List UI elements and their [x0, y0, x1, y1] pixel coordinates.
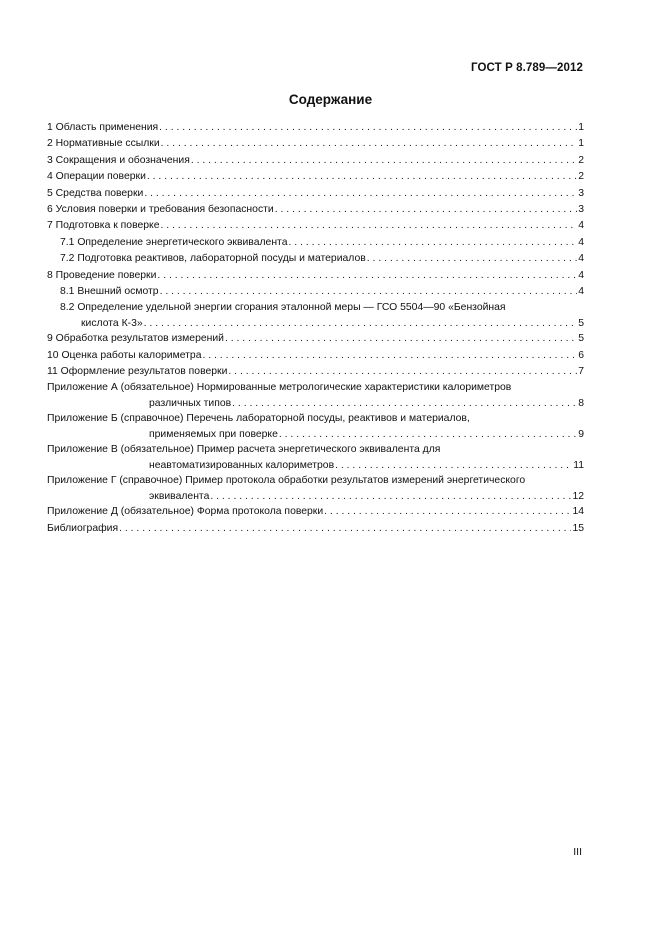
- toc-page: 6: [578, 349, 584, 361]
- toc-entry: [47, 521, 584, 537]
- leader-dots: [275, 202, 578, 218]
- toc-label: 1 Область применения: [47, 122, 159, 133]
- toc-label: 7.2 Подготовка реактивов, лабораторной посуды и материалов: [60, 253, 366, 265]
- page-number: III: [573, 846, 582, 858]
- toc-label-line1: Приложение В (обязательное) Пример расчета энергетического эквивалента для: [47, 444, 441, 456]
- toc-page: 14: [572, 506, 584, 518]
- table-of-contents: [47, 120, 584, 537]
- toc-page: 5: [578, 317, 584, 329]
- toc-entry: [47, 120, 584, 136]
- leader-dots: [232, 396, 577, 412]
- toc-label: 4 Операции поверки: [47, 171, 146, 183]
- toc-page: 12: [572, 490, 584, 502]
- toc-page: 4: [578, 253, 584, 265]
- page-title: Содержание: [288, 92, 373, 107]
- toc-entry: [47, 202, 584, 218]
- toc-subentry: [47, 251, 584, 267]
- toc-page: 3: [578, 187, 584, 199]
- toc-label-line2: различных типов: [149, 397, 232, 409]
- toc-subentry: [47, 235, 584, 251]
- toc-label-line1: Приложение Г (справочное) Пример протокола обработки результатов измерений энергетического: [47, 475, 526, 487]
- leader-dots: [147, 169, 577, 185]
- leader-dots: [160, 284, 578, 300]
- leader-dots: [367, 251, 577, 267]
- toc-page: 3: [578, 203, 584, 215]
- toc-label-line2: кислота К-3»: [81, 317, 143, 329]
- toc-label: 6 Условия поверки и требования безопасности: [47, 203, 274, 215]
- toc-entry: [47, 268, 584, 284]
- toc-label: 8.1 Внешний осмотр: [60, 285, 159, 297]
- toc-subentry: [47, 284, 584, 300]
- toc-label-line2: эквивалента: [149, 490, 210, 502]
- toc-page: 9: [578, 428, 584, 440]
- leader-dots: [159, 120, 577, 136]
- toc-page: 1: [578, 122, 584, 133]
- leader-dots: [144, 186, 577, 202]
- toc-label: 9 Обработка результатов измерений: [47, 333, 224, 345]
- toc-page: 4: [578, 236, 584, 248]
- toc-label-line1: Приложение Б (справочное) Перечень лабораторной посуды, реактивов и материалов,: [47, 413, 470, 425]
- toc-page: 7: [578, 366, 584, 378]
- toc-appendix-entry: [47, 504, 584, 520]
- toc-entry: [47, 364, 584, 380]
- leader-dots: [202, 348, 577, 364]
- toc-label-line1: Приложение А (обязательное) Нормированные метрологические характеристики калориметров: [47, 382, 512, 394]
- toc-label-line2: неавтоматизированных калориметров: [149, 459, 335, 471]
- toc-label: 8 Проведение поверки: [47, 269, 157, 281]
- toc-entry: [47, 186, 584, 202]
- toc-page: 2: [578, 154, 584, 166]
- toc-appendix-entry: [47, 380, 584, 411]
- leader-dots: [119, 521, 571, 537]
- leader-dots: [144, 316, 578, 332]
- leader-dots: [160, 218, 577, 234]
- toc-label-line2: применяемых при поверке: [149, 428, 278, 440]
- toc-label-line1: 8.2 Определение удельной энергии сгорания эталонной меры — ГСО 5504—90 «Бензойная: [60, 302, 506, 314]
- toc-entry: [47, 348, 584, 364]
- toc-page: 4: [578, 269, 584, 281]
- leader-dots: [157, 268, 577, 284]
- leader-dots: [324, 504, 571, 520]
- leader-dots: [161, 136, 578, 152]
- leader-dots: [191, 153, 577, 169]
- toc-appendix-entry: [47, 411, 584, 442]
- leader-dots: [228, 364, 577, 380]
- toc-label: 10 Оценка работы калориметра: [47, 349, 202, 361]
- standard-number: ГОСТ Р 8.789—2012: [471, 62, 583, 74]
- toc-label: 5 Средства поверки: [47, 187, 144, 199]
- leader-dots: [210, 489, 571, 505]
- toc-entry: [47, 331, 584, 347]
- leader-dots: [335, 458, 572, 474]
- toc-appendix-entry: [47, 473, 584, 504]
- toc-subentry: [47, 300, 584, 331]
- toc-page: 1: [578, 138, 584, 150]
- toc-entry: [47, 136, 584, 152]
- toc-label: 2 Нормативные ссылки: [47, 138, 160, 150]
- toc-page: 2: [578, 171, 584, 183]
- toc-page: 4: [578, 220, 584, 232]
- toc-appendix-entry: [47, 442, 584, 473]
- toc-label: 3 Сокращения и обозначения: [47, 154, 190, 166]
- toc-label: Приложение Д (обязательное) Форма протокола поверки: [47, 506, 324, 518]
- leader-dots: [288, 235, 577, 251]
- toc-label: 11 Оформление результатов поверки: [47, 366, 228, 378]
- toc-page: 8: [578, 397, 584, 409]
- leader-dots: [279, 427, 577, 443]
- toc-entry: [47, 218, 584, 234]
- toc-entry: [47, 153, 584, 169]
- leader-dots: [225, 331, 577, 347]
- toc-page: 11: [573, 459, 584, 471]
- toc-entry: [47, 169, 584, 185]
- toc-page: 4: [578, 285, 584, 297]
- toc-page: 15: [572, 522, 584, 534]
- toc-label: 7.1 Определение энергетического эквивалента: [60, 236, 288, 248]
- toc-label: Библиография: [47, 522, 119, 534]
- toc-label: 7 Подготовка к поверке: [47, 220, 160, 232]
- toc-page: 5: [578, 333, 584, 345]
